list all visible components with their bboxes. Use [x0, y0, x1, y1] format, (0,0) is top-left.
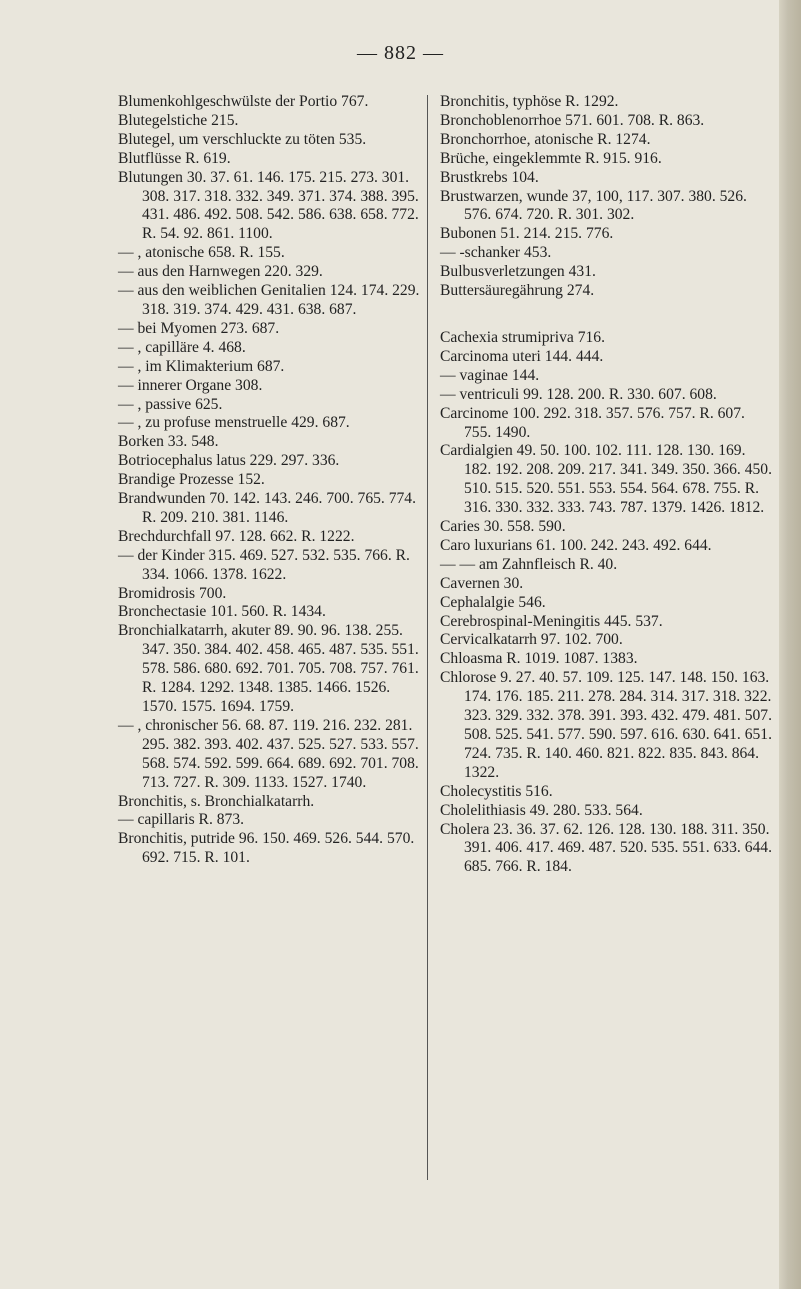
- index-entry: Bronchitis, putride 96. 150. 469. 526. 544. 570. 692. 715. R. 101.: [118, 830, 415, 867]
- index-entry: Bronchialkatarrh, akuter 89. 90. 96. 138. 255. 347. 350. 384. 402. 458. 465. 487. 535. 551. 578. 586. 680. 692. 701. 705. 708. 757. 761. R. 1284. 1292. 1348. 1385. 1466. 1526. 1570. 1575. 1694. 1759.: [118, 622, 419, 715]
- index-entry: Bronchitis, typhöse R. 1292.: [440, 93, 619, 110]
- index-entry: Caro luxurians 61. 100. 242. 243. 492. 644.: [440, 536, 712, 554]
- column-divider: [427, 95, 428, 1180]
- page-edge-shadow: [779, 0, 801, 1289]
- index-entry: — der Kinder 315. 469. 527. 532. 535. 766. R. 334. 1066. 1378. 1622.: [118, 546, 410, 583]
- index-entry: Caries 30. 558. 590.: [440, 518, 566, 536]
- index-entry: Bromidrosis 700.: [118, 584, 227, 602]
- index-entry: Chloasma R. 1019. 1087. 1383.: [440, 650, 638, 668]
- page-number: — 882 —: [357, 42, 444, 64]
- index-entry: Blumenkohlgeschwülste der Portio 767.: [118, 93, 369, 110]
- index-entry: — aus den Harnwegen 220. 329.: [118, 263, 323, 281]
- index-entry: — -schanker 453.: [440, 244, 552, 262]
- index-entry: Borken 33. 548.: [118, 433, 219, 451]
- index-entry: Carcinoma uteri 144. 444.: [440, 347, 604, 365]
- index-entry: Cavernen 30.: [440, 574, 524, 592]
- index-entry: Bronchoblenorrhoe 571. 601. 708. R. 863.: [440, 111, 705, 129]
- index-entry: Botriocephalus latus 229. 297. 336.: [118, 452, 340, 470]
- index-entry: Cholelithiasis 49. 280. 533. 564.: [440, 801, 643, 819]
- index-entry: — , capilläre 4. 468.: [118, 338, 246, 356]
- index-section-b: [440, 93, 775, 301]
- section-gap: [440, 301, 775, 329]
- index-entry: Bronchorrhoe, atonische R. 1274.: [440, 130, 651, 148]
- index-entry: Bulbusverletzungen 431.: [440, 263, 596, 281]
- index-entry: — , im Klimakterium 687.: [118, 357, 285, 375]
- index-entry: — , atonische 658. R. 155.: [118, 244, 285, 262]
- index-entry: Cachexia strumipriva 716.: [440, 328, 605, 346]
- index-entry: — vaginae 144.: [440, 366, 540, 384]
- index-entry: Blutungen 30. 37. 61. 146. 175. 215. 273. 301. 308. 317. 318. 332. 349. 371. 374. 388. 395. 431. 486. 492. 508. 542. 586. 638. 658. 772. R. 54. 92. 861. 1100.: [118, 168, 419, 243]
- index-entry: Cardialgien 49. 50. 100. 102. 111. 128. 130. 169. 182. 192. 208. 209. 217. 341. 349. 350. 366. 450. 510. 515. 520. 551. 553. 554. 564. 678. 755. R. 316. 330. 332. 333. 743. 787. 1379. 1426. 1812.: [440, 442, 772, 517]
- index-entry: Buttersäuregährung 274.: [440, 282, 595, 300]
- index-entry: Blutflüsse R. 619.: [118, 149, 231, 167]
- index-entry: Bubonen 51. 214. 215. 776.: [440, 225, 614, 243]
- index-entry: Cephalalgie 546.: [440, 593, 546, 611]
- index-entry: — , chronischer 56. 68. 87. 119. 216. 232. 281. 295. 382. 393. 402. 437. 525. 527. 533. 557. 568. 574. 592. 599. 664. 689. 692. 701. 708. 713. 727. R. 309. 1133. 1527. 1740.: [118, 716, 419, 791]
- index-entry: — aus den weiblichen Genitalien 124. 174. 229. 318. 319. 374. 429. 431. 638. 687.: [118, 282, 420, 318]
- index-entry: Brüche, eingeklemmte R. 915. 916.: [440, 149, 662, 167]
- index-entry: Bronchectasie 101. 560. R. 1434.: [118, 603, 326, 621]
- index-entry: Carcinome 100. 292. 318. 357. 576. 757. R. 607. 755. 1490.: [440, 404, 745, 441]
- index-column-left: [118, 93, 424, 868]
- index-entry: Blutegel, um verschluckte zu töten 535.: [118, 130, 367, 148]
- index-entry: Brustwarzen, wunde 37, 100, 117. 307. 380. 526. 576. 674. 720. R. 301. 302.: [440, 187, 747, 224]
- index-entry: — capillaris R. 873.: [118, 811, 245, 829]
- index-entry: — , zu profuse menstruelle 429. 687.: [118, 414, 350, 432]
- index-entry: Cholera 23. 36. 37. 62. 126. 128. 130. 188. 311. 350. 391. 406. 417. 469. 487. 520. 535. 551. 633. 644. 685. 766. R. 184.: [440, 820, 772, 876]
- index-entry: — ventriculi 99. 128. 200. R. 330. 607. 608.: [440, 385, 717, 403]
- index-entry: — , passive 625.: [118, 395, 223, 413]
- index-entry: Chlorose 9. 27. 40. 57. 109. 125. 147. 148. 150. 163. 174. 176. 185. 211. 278. 284. 314. 317. 318. 322. 323. 329. 332. 378. 391. 393. 432. 479. 481. 507. 508. 525. 541. 577. 590. 597. 616. 630. 641. 651. 724. 735. R. 140. 460. 821. 822. 835. 843. 864. 1322.: [440, 669, 772, 781]
- index-entry: — innerer Organe 308.: [118, 376, 263, 394]
- index-entry: Bronchitis, s. Bronchialkatarrh.: [118, 792, 315, 810]
- index-entry: Blutegelstiche 215.: [118, 111, 239, 129]
- index-entry: Cervicalkatarrh 97. 102. 700.: [440, 631, 623, 649]
- index-entry: Brechdurchfall 97. 128. 662. R. 1222.: [118, 527, 355, 545]
- index-entry: Brandwunden 70. 142. 143. 246. 700. 765. 774. R. 209. 210. 381. 1146.: [118, 490, 416, 526]
- index-entry: — — am Zahnfleisch R. 40.: [440, 555, 618, 573]
- index-entry: Cholecystitis 516.: [440, 782, 553, 800]
- index-entry: — bei Myomen 273. 687.: [118, 319, 280, 337]
- index-entry: Brustkrebs 104.: [440, 168, 539, 186]
- index-entry: Cerebrospinal-Meningitis 445. 537.: [440, 612, 663, 630]
- index-column-right: [440, 93, 775, 877]
- index-section-c: [440, 329, 775, 877]
- index-entry: Brandige Prozesse 152.: [118, 471, 265, 489]
